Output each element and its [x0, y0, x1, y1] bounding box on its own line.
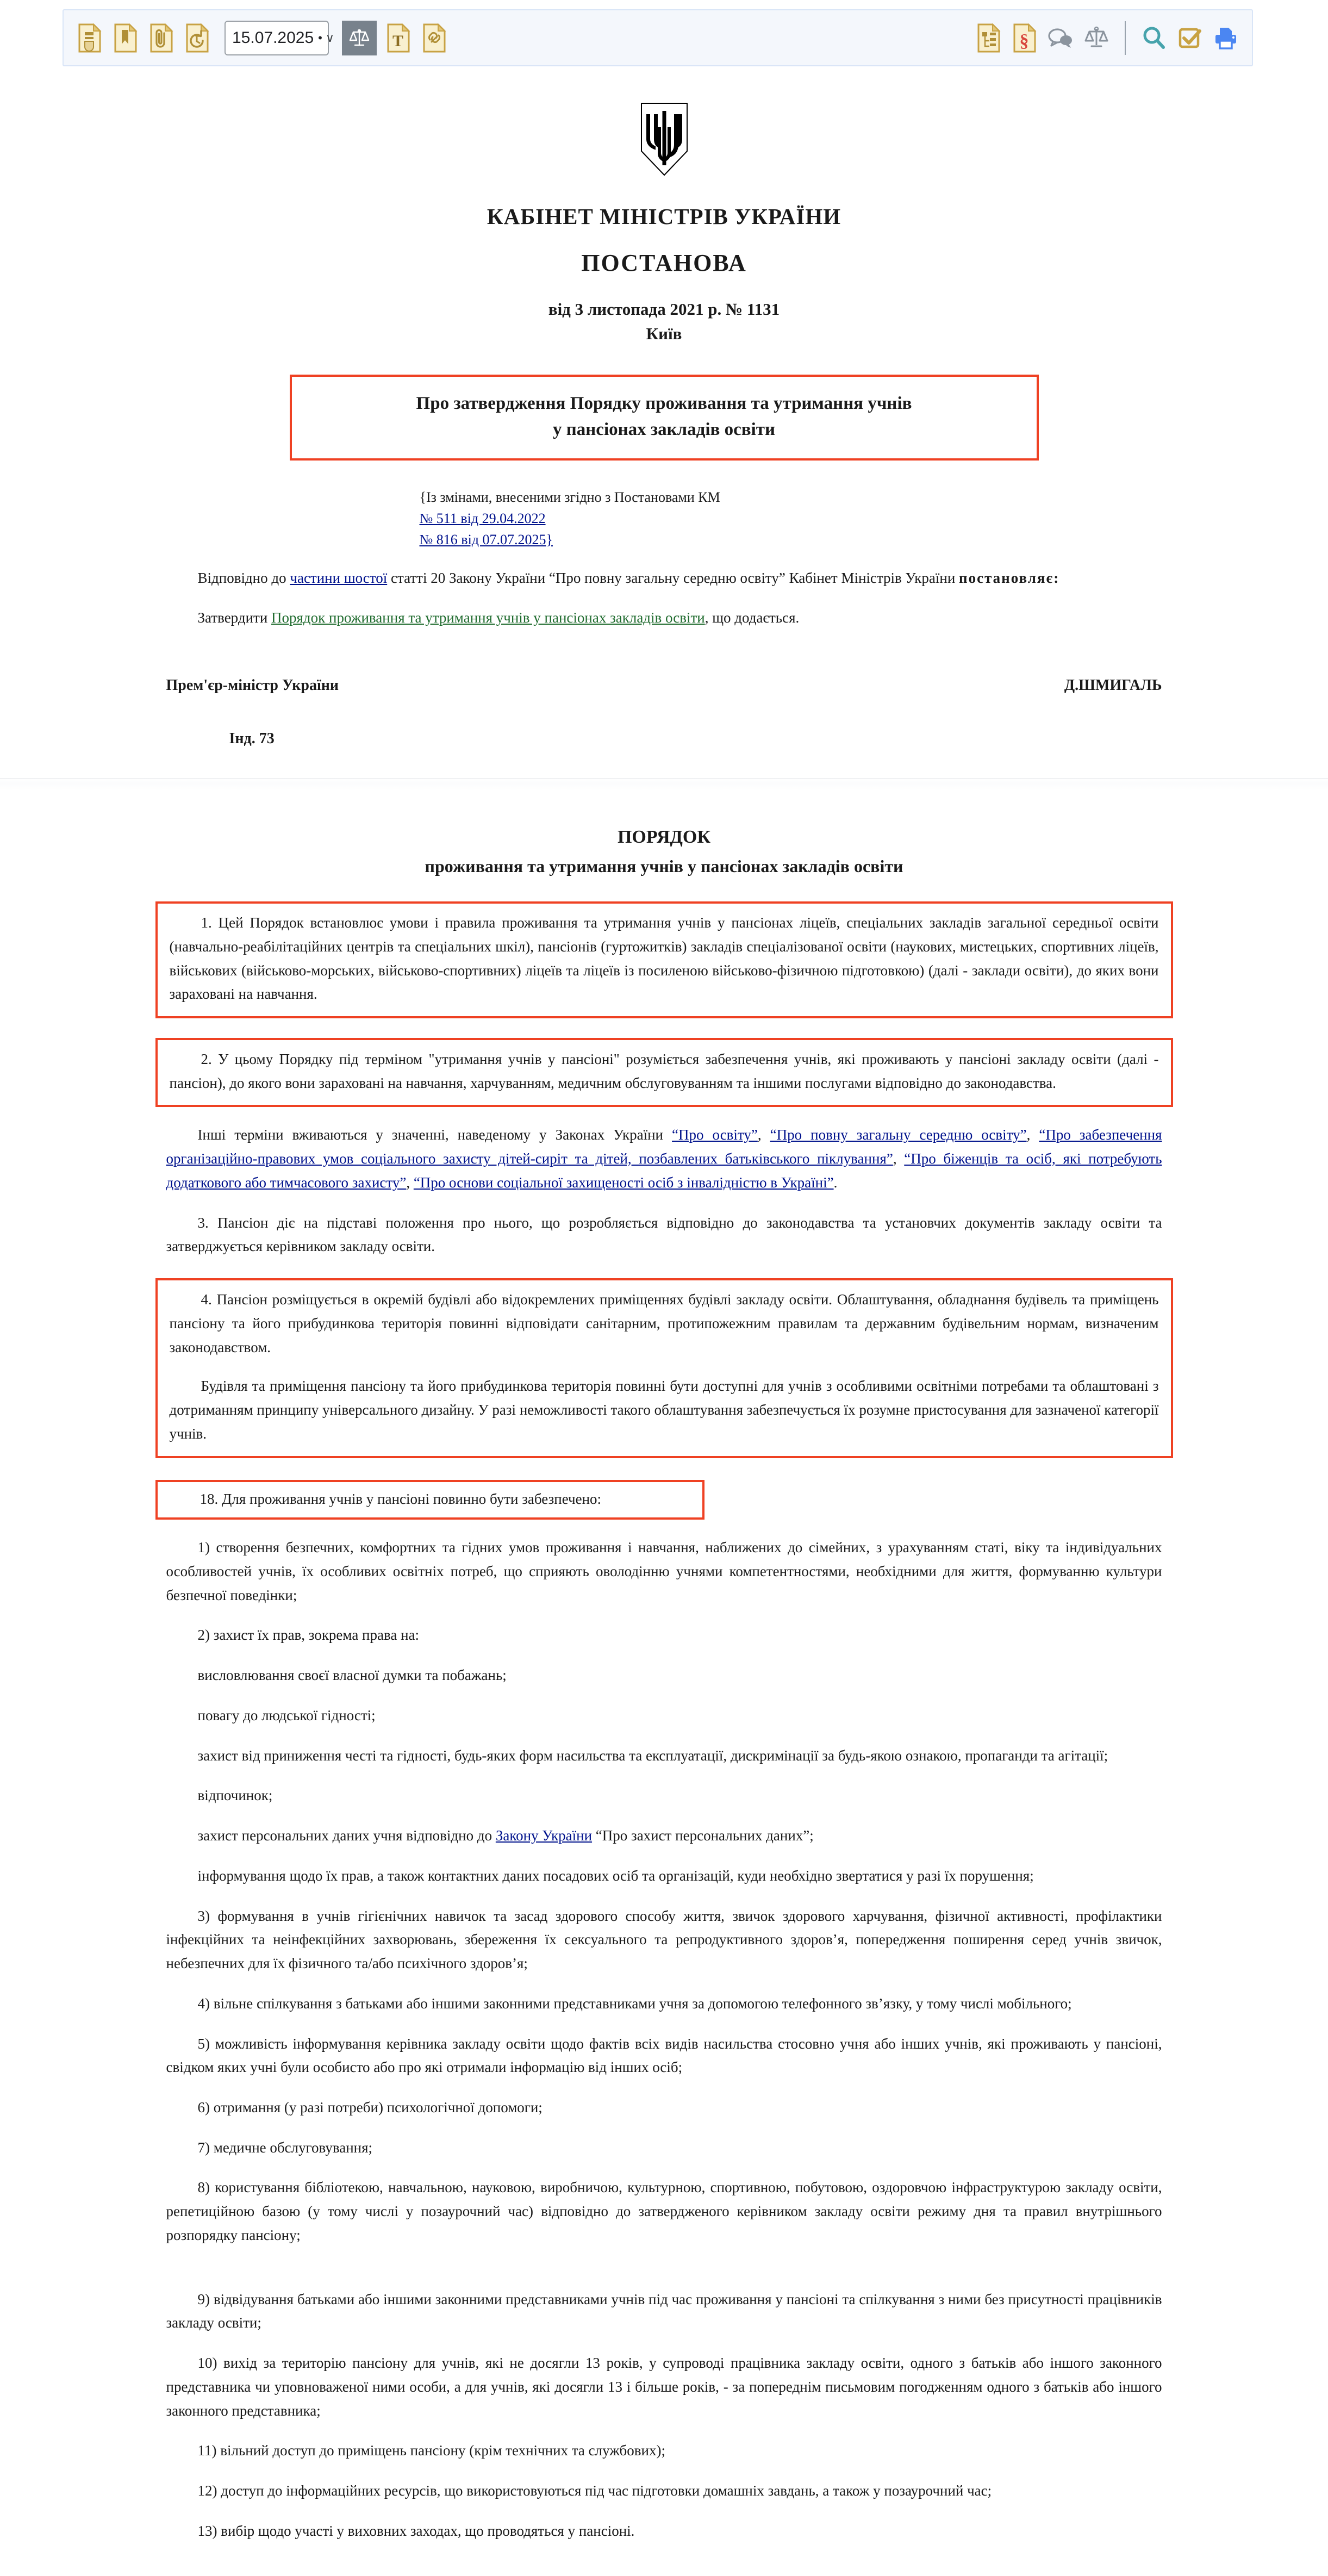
- highlight-box-paragraph-18: [155, 1480, 704, 1520]
- order-item-3: 3) формування в учнів гігієнічних навичок та засад здорового способу життя, звичок здорового харчування, фізичної активності, профілактики інфекційних та неінфекційних захворювань, збереження їх сексуального та репродуктивного здоров’я, попередження поширення серед учнів звичок, небезпечних для їх фізичного та/або психічного здоров’я;: [166, 1907, 1162, 1972]
- print-icon[interactable]: [1212, 21, 1240, 55]
- toolbar-divider: [1125, 21, 1126, 55]
- order-item-5: 5) можливість інформування керівника закладу освіти щодо фактів всіх видів насильства стосовно учня або інших учнів, які проживають у пансіоні, свідком яких учні були особисто або про які отримали інформацію від інших осіб;: [166, 2035, 1162, 2076]
- link-document-icon[interactable]: [420, 21, 448, 55]
- document-kind: ПОСТАНОВА: [581, 250, 747, 276]
- highlight-box-paragraph-1: [155, 901, 1173, 1018]
- document-structure-icon[interactable]: [975, 21, 1003, 55]
- text-document-icon[interactable]: [384, 21, 413, 55]
- order-paragraph-1: 1. Цей Порядок встановлює умови і правила проживання та утримання учнів у пансіонах ліцеїв, спеціальних закладів загальної середньої освіти (навчально-реабілітаційних центрів та спеціальних шкіл), пансіонів (гуртожитків) закладів спеціалізованої освіти (наукових, мистецьких, спортивних ліцеїв, військових (військово-морських, військово-спортивних) ліцеїв та ліцеїв із посиленою військово-фізичною підготовкою) (далі - заклади освіти), до яких вони зараховані на навчання.: [169, 914, 1159, 1003]
- search-icon[interactable]: [1140, 21, 1168, 55]
- page-title: КАБІНЕТ МІНІСТРІВ УКРАЇНИ: [487, 204, 841, 229]
- scales-of-justice-icon[interactable]: [342, 21, 377, 55]
- approve-text-b: , що додається.: [704, 609, 800, 626]
- order-item-9: 9) відвідування батьками або іншими законними представниками учнів під час проживання у пансіоні та спілкування з ними без присутності працівників закладу освіти;: [166, 2291, 1162, 2331]
- document-title-line-1: Про затвердження Порядку проживання та утримання учнів: [416, 393, 912, 413]
- bookmark-document-icon[interactable]: [111, 21, 140, 55]
- document-title-box: [290, 375, 1039, 461]
- document-card-icon[interactable]: [76, 21, 104, 55]
- order-paragraph-2: 2. У цьому Порядку під терміном "утримання учнів у пансіоні" розуміється забезпечення учнів, які проживають у пансіоні закладу освіти (далі - пансіон), до якого вони зараховані на навчання, харчуванням, медичним обслуговуванням та іншими послугами відповідно до законодавства.: [169, 1050, 1159, 1091]
- law-link-bizhentsi[interactable]: “Про біженців та осіб, які потребують додаткового або тимчасового захисту”: [166, 1150, 1162, 1191]
- svg-text:§: §: [1019, 30, 1029, 51]
- order-item-4: 4) вільне спілкування з батьками або іншими законними представниками учня за допомогою телефонного зв’язку, у тому числі мобільного;: [197, 1995, 1072, 2012]
- law-link-pro-osvitu[interactable]: “Про освіту”: [672, 1127, 758, 1143]
- toolbar-left-group: [76, 21, 448, 55]
- ukraine-trident-icon: [639, 102, 689, 176]
- personal-data-text-b: “Про захист персональних даних”;: [592, 1827, 814, 1844]
- document-date-number: від 3 листопада 2021 р. № 1131: [548, 300, 780, 319]
- order-item-2: 2) захист їх прав, зокрема права на:: [197, 1627, 420, 1644]
- revision-date-dot: •: [318, 30, 322, 45]
- signature-block: [166, 677, 1162, 694]
- order-subheading: проживання та утримання учнів у пансіонах закладів освіти: [425, 856, 903, 876]
- toolbar-region: [0, 0, 1328, 76]
- toolbar-right-group: [975, 21, 1240, 55]
- order-item-12: 12) доступ до інформаційних ресурсів, що використовуються під час підготовки домашніх завдань, а також у позаурочний час;: [197, 2482, 992, 2499]
- intro-p1-text-a: Відповідно до: [197, 569, 290, 586]
- approve-text-a: Затвердити: [197, 609, 272, 626]
- coat-of-arms-wrap: [93, 76, 1235, 176]
- amendment-link-511[interactable]: № 511 від 29.04.2022: [419, 510, 546, 526]
- document-city: Київ: [646, 323, 682, 343]
- revision-history-icon[interactable]: [183, 21, 211, 55]
- document-viewer: [0, 76, 1328, 2576]
- law-link-povna-serednia[interactable]: “Про повну загальну середню освіту”: [770, 1127, 1027, 1143]
- order-item-13: 13) вибір щодо участі у виховних заходах, що проводяться у пансіоні.: [197, 2522, 635, 2539]
- order-item-2-sub-1: висловлювання своєї власної думки та побажань;: [197, 1667, 507, 1684]
- order-item-7: 7) медичне обслуговування;: [197, 2139, 373, 2156]
- order-item-6: 6) отримання (у разі потреби) психологічної допомоги;: [197, 2099, 543, 2115]
- resolves-word: постановляє:: [959, 569, 1060, 586]
- highlight-box-paragraph-4: [155, 1278, 1173, 1458]
- signature-role: Прем'єр-міністр України: [166, 677, 339, 694]
- intro-p1-text-b: статті 20 Закону України “Про повну загальну середню освіту” Кабінет Міністрів України: [387, 569, 959, 586]
- order-item-10: 10) вихід за територію пансіону для учнів, які не досягли 13 років, у супроводі працівника закладу освіти, одного з батьків або іншого законного представника чи уповноваженої ними особи, а для учнів, які досягли 13 і більше років, - за попереднім письмовим погодженням одного з батьків або іншого законного представника;: [166, 2355, 1162, 2419]
- order-item-2-sub-2: повагу до людської гідності;: [197, 1707, 376, 1723]
- comments-icon[interactable]: [1046, 21, 1075, 55]
- order-terms-paragraph: Інші терміни вживаються у значенні, наведеному у Законах України “Про освіту”, “Про повну загальну середню освіту”, “Про забезпечення організаційно-правових умов соціального захисту дітей-сиріт та дітей, позбавлених батьківського піклування”, “Про біженців та осіб, які потребують додаткового або тимчасового захисту”, “Про основи соціальної захищеності осіб з інвалідністю в Україні”.: [166, 1127, 1162, 1191]
- document-meta: [93, 297, 1235, 346]
- order-item-2-sub-5: інформування щодо їх прав, а також контактних даних посадових осіб та організацій, куди необхідно звертатися у разі їх порушення;: [197, 1867, 1034, 1884]
- document-index: Інд. 73: [229, 730, 275, 748]
- order-paragraph-3: 3. Пансіон діє на підставі положення про нього, що розробляється відповідно до законодавства та установчих документів закладу освіти та затверджується керівником закладу освіти.: [166, 1214, 1162, 1255]
- order-item-2-sub-4: відпочинок;: [197, 1787, 273, 1804]
- amendment-link-816[interactable]: № 816 від 07.07.2025}: [419, 531, 553, 547]
- amendments-note: [420, 487, 1235, 550]
- document-title-line-2: у пансіонах закладів освіти: [553, 419, 775, 439]
- order-paragraph-4: 4. Пансіон розміщується в окремій будівлі або відокремлених приміщеннях будівлі закладу освіти. Облаштування, обладнання будівель та приміщень пансіону та його прибудинкова територія повинні відповідати санітарним, протипожежним правилам та державним будівельним нормам, визначеним законодавством.: [169, 1291, 1159, 1355]
- order-heading: ПОРЯДОК: [617, 827, 710, 848]
- document-toolbar: [63, 9, 1253, 66]
- page-break: [0, 778, 1328, 791]
- law-link-dity-syroty[interactable]: “Про забезпечення організаційно-правових умов соціального захисту дітей-сиріт та дітей, позбавлених батьківського піклування”: [166, 1127, 1162, 1167]
- amendments-intro: {Із змінами, внесеними згідно з Постановами КМ: [419, 489, 720, 505]
- law-link-invalidnist[interactable]: “Про основи соціальної захищеності осіб з інвалідністю в Україні”: [413, 1174, 834, 1191]
- part-six-link[interactable]: частини шостої: [290, 569, 388, 586]
- revision-date-value: 15.07.2025: [232, 28, 314, 47]
- law-link-personal-data[interactable]: Закону України: [495, 1827, 593, 1844]
- personal-data-text-a: захист персональних даних учня відповідно до: [197, 1827, 496, 1844]
- terms-text-a: Інші терміни вживаються у значенні, наведеному у Законах України: [197, 1127, 672, 1143]
- revision-date-select[interactable]: [225, 21, 334, 55]
- order-link[interactable]: Порядок проживання та утримання учнів у пансіонах закладів освіти: [271, 609, 705, 626]
- order-item-11: 11) вільний доступ до приміщень пансіону (крім технічних та службових);: [197, 2442, 665, 2459]
- order-item-2-sub-personal-data: [166, 1824, 1162, 1848]
- order-paragraph-4b: Будівля та приміщення пансіону та його прибудинкова територія повинні бути доступні для учнів з особливими освітніми потребами та облаштовані з дотриманням принципу універсального дизайну. У разі неможливості такого облаштування забезпечується їх розумне пристосування для зазначеної категорії учнів.: [169, 1378, 1159, 1442]
- chevron-down-icon: ∨: [325, 30, 334, 45]
- signature-name: Д.ШМИГАЛЬ: [1064, 677, 1162, 694]
- checkbox-checked-icon[interactable]: [1176, 21, 1204, 55]
- document-page-1: [93, 76, 1235, 778]
- attachment-document-icon[interactable]: [147, 21, 176, 55]
- scales-icon[interactable]: [1082, 21, 1111, 55]
- order-item-8: 8) користування бібліотекою, навчальною, науковою, виробничою, культурною, спортивною, побутовою, оздоровчою інфраструктурою закладу освіти, репетиційною базою (у тому числі у позаурочний час) відповідно до затвердженого керівником закладу освіти режиму дня та правил внутрішнього розпорядку пансіону;: [166, 2179, 1162, 2243]
- order-item-1: 1) створення безпечних, комфортних та гідних умов проживання і навчання, наближених до сімейних, з урахуванням статі, віку та індивідуальних особливостей учнів, їх особливих освітніх потреб, що сприяють оволодінню учнями компетентностями, необхідними для життя, формуванню культури безпечної поведінки;: [166, 1539, 1162, 1603]
- highlight-box-paragraph-2: [155, 1038, 1173, 1107]
- paragraph-section-icon[interactable]: [1011, 21, 1039, 55]
- svg-text:T: T: [392, 32, 404, 50]
- document-page-2: [93, 791, 1235, 2565]
- order-item-2-sub-3: захист від приниження честі та гідності, будь-яких форм насильства та експлуатації, дискримінації за будь-якою ознакою, пропаганди та агітації;: [197, 1747, 1108, 1764]
- order-paragraph-18-head: 18. Для проживання учнів у пансіоні повинно бути забезпечено:: [199, 1490, 602, 1507]
- intro-paragraph-1: [166, 567, 1162, 590]
- intro-paragraph-2: [166, 606, 1162, 630]
